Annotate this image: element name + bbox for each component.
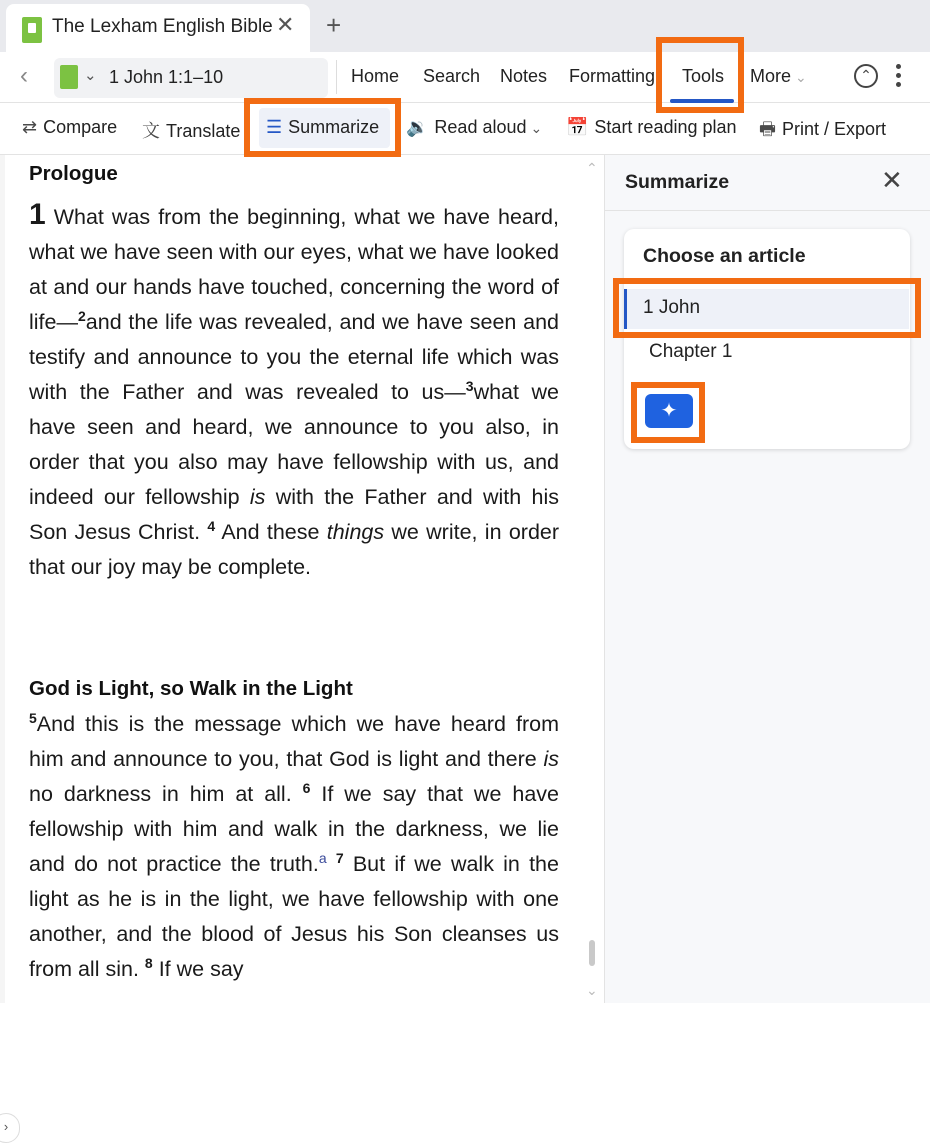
verse-text: And these (221, 520, 327, 544)
tools-toolbar (0, 103, 930, 155)
highlight-generate-button (631, 382, 705, 443)
bible-icon (60, 65, 78, 89)
speaker-icon: 🔉 (406, 117, 429, 137)
calendar-icon: 📅 (566, 117, 589, 137)
collapse-up-icon[interactable]: ⌃ (854, 64, 878, 88)
translate-button[interactable] (142, 117, 240, 143)
tab-strip (0, 0, 930, 52)
print-label: Print / Export (782, 119, 887, 139)
option-label: 1 John (643, 297, 701, 318)
add-tab-icon[interactable]: + (326, 10, 342, 40)
kebab-menu-icon[interactable] (896, 64, 902, 91)
verse-text: we write, in order that our joy may be complete. (29, 520, 560, 579)
scrollbar-thumb[interactable] (589, 940, 595, 966)
tab-notes[interactable]: Notes (500, 66, 548, 86)
read-aloud-label: Read aloud (434, 117, 527, 137)
section-heading: Prologue (29, 162, 118, 185)
passage-paragraph-2 (29, 707, 559, 987)
document-tab[interactable] (6, 4, 310, 52)
print-export-button[interactable] (759, 117, 886, 147)
scroll-down-icon[interactable]: ⌄ (586, 982, 598, 998)
verse-text: But if we walk in the light as he is in the light, we have fellowship with one another, and the blood of Jesus his Son cleanses us from all sin. (29, 852, 559, 981)
divider (336, 60, 337, 94)
verse-number: 4 (207, 517, 216, 534)
highlight-summarize (244, 98, 401, 157)
tab-more[interactable] (750, 66, 807, 87)
reference-text[interactable]: 1 John 1:1–10 (109, 67, 224, 87)
tab-search[interactable]: Search (423, 66, 481, 86)
verse-number: 2 (77, 307, 86, 324)
italic-word: is (543, 747, 559, 771)
article-option-chapter-1[interactable]: Chapter 1 (649, 341, 733, 362)
bible-reader[interactable] (0, 155, 605, 1134)
passage-paragraph-1 (29, 197, 559, 585)
verse-number: 3 (465, 377, 474, 394)
chevron-down-icon: ⌄ (530, 120, 543, 136)
italic-word: is (249, 485, 266, 509)
translate-icon: 文 (142, 121, 160, 141)
verse-number: 5 (29, 709, 37, 726)
tab-title: The Lexham English Bible (52, 16, 273, 37)
reading-plan-label: Start reading plan (594, 117, 737, 137)
verse-text: no darkness in him at all. (29, 782, 292, 806)
expand-sidebar-icon[interactable]: › (0, 1113, 20, 1143)
reference-box[interactable] (54, 58, 328, 98)
highlight-tools (656, 37, 744, 113)
printer-icon: 🖶 (759, 119, 776, 139)
divider (605, 210, 930, 211)
chevron-down-icon[interactable]: ⌄ (84, 67, 97, 84)
back-arrow-icon[interactable]: ‹ (20, 62, 28, 89)
chapter-number: 1 (29, 198, 46, 231)
verse-text: If we say (158, 957, 244, 981)
summarize-label: Summarize (288, 117, 380, 137)
verse-text: If we say that we have fellowship with him and walk in the darkness, we lie and do not practice the truth. (29, 782, 559, 876)
verse-text: What was from the beginning, what we have heard, what we have seen with our eyes, what we have looked at and our hands have touched, concerning the word of life— (29, 205, 559, 334)
navigation-bar (0, 52, 930, 103)
panel-title: Summarize (625, 171, 730, 193)
footnote-marker[interactable]: a (318, 849, 327, 866)
verse-text: and the life was revealed, and we have seen and testify and announce to you the eternal life which was with the Father and was revealed to us— (29, 310, 559, 404)
verse-text: And this is the message which we have heard from him and announce to you, that God is light and there (29, 712, 559, 771)
compare-button[interactable] (22, 117, 117, 138)
highlight-1-john (613, 278, 921, 338)
verse-number: 8 (144, 954, 153, 971)
start-reading-plan-button[interactable] (566, 117, 737, 138)
chevron-down-icon: ⌄ (795, 69, 807, 85)
section-heading: God is Light, so Walk in the Light (29, 677, 353, 700)
compare-label: Compare (43, 117, 118, 137)
card-title: Choose an article (643, 245, 806, 267)
bible-icon (22, 17, 42, 43)
tab-more-label: More (750, 66, 792, 86)
italic-word: things (326, 520, 385, 544)
close-icon[interactable]: ✕ (881, 165, 903, 195)
verse-text: what we have seen and heard, we announce to you also, in order that you also may have fellowship with us, and indeed our fellowship (29, 380, 560, 509)
sparkle-icon: ✦ (660, 400, 678, 422)
summarize-icon: ☰ (266, 117, 283, 137)
tab-home[interactable]: Home (351, 66, 400, 86)
compare-icon: ⇄ (22, 117, 38, 137)
close-tab-icon[interactable]: ✕ (276, 12, 295, 37)
tab-formatting[interactable]: Formatting (569, 66, 656, 86)
verse-number: 6 (302, 779, 311, 796)
tab-tools[interactable]: Tools (682, 66, 725, 86)
verse-text: with the Father and with his Son Jesus Christ. (29, 485, 559, 544)
verse-number: 7 (335, 849, 344, 866)
scroll-up-icon[interactable]: ⌃ (586, 160, 598, 176)
read-aloud-button[interactable] (406, 117, 542, 138)
translate-label: Translate (166, 121, 241, 141)
